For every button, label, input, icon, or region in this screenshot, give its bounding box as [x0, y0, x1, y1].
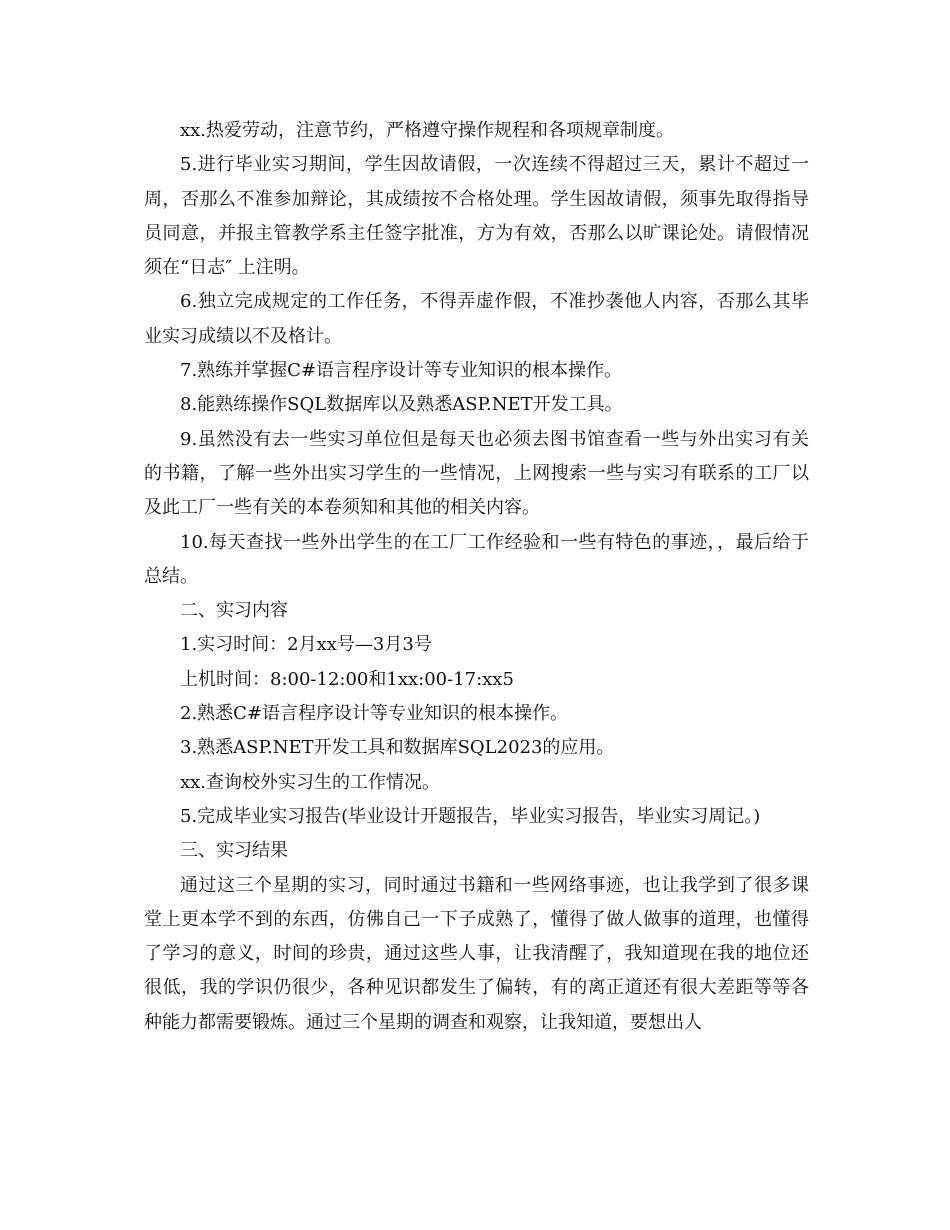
paragraph-csharp-skills: 7.熟练并掌握C#语言程序设计等专业知识的根本操作。 — [180, 360, 623, 382]
paragraph-leave-rules: 5.进行毕业实习期间，学生因故请假，一次连续不得超过三天，累计不超过一周，否那么不准参加辩论，其成绩按不合格处理。学生因故请假，须事先取得指导员同意，并报主管教学系主任签字批准，方为有效，否那么以旷课论处。请假情况须在“日志″ 上注明。 — [144, 154, 809, 279]
paragraph-independent-work: 6.独立完成规定的工作任务，不得弄虚作假，不准抄袭他人内容，否那么其毕业实习成绩以不及格计。 — [144, 291, 809, 347]
paragraph-results-reflection: 通过这三个星期的实习，同时通过书籍和一些网络事迹，也让我学到了很多课堂上更本学不到的东西，仿佛自己一下子成熟了，懂得了做人做事的道理，也懂得了学习的意义，时间的珍贵，通过这些人事，让我清醒了，我知道现在我的地位还很低，我的学识仍很少，各种见识都发生了偏转，有的离正道还有很大差距等等各种能力都需要锻炼。通过三个星期的调查和观察，让我知道，要想出人 — [144, 874, 809, 1033]
paragraph-csharp-familiar: 2.熟悉C#语言程序设计等专业知识的根本操作。 — [180, 703, 569, 725]
paragraph-lab-time: 上机时间：8:00-12:00和1xx:00-17:xx5 — [180, 668, 514, 690]
paragraph-summary-task: 10.每天查找一些外出学生的在工厂工作经验和一些有特色的事迹，，最后给于总结。 — [144, 531, 809, 587]
paragraph-query-interns: xx.查询校外实习生的工作情况。 — [180, 771, 441, 793]
section-heading-internship-content: 二、实习内容 — [180, 600, 288, 622]
section-heading-internship-results: 三、实习结果 — [180, 840, 288, 862]
paragraph-report: 5.完成毕业实习报告(毕业设计开题报告，毕业实习报告，毕业实习周记。) — [180, 805, 761, 827]
paragraph-sql-aspnet: 8.能熟练操作SQL数据库以及熟悉ASP.NET开发工具。 — [180, 394, 623, 416]
document-body — [144, 114, 809, 1040]
paragraph-internship-time: 1.实习时间：2月xx号—3月3号 — [180, 634, 432, 656]
paragraph-library-research: 9.虽然没有去一些实习单位但是每天也必须去图书馆查看一些与外出实习有关的书籍，了解一些外出实习学生的一些情况，上网搜索一些与实习有联系的工厂以及此工厂一些有关的本卷须知和其他的相关内容。 — [144, 428, 809, 519]
paragraph-aspnet-sql2023: 3.熟悉ASP.NET开发工具和数据库SQL2023的应用。 — [180, 737, 615, 759]
paragraph-discipline: xx.热爱劳动，注意节约，严格遵守操作规程和各项规章制度。 — [180, 120, 675, 141]
